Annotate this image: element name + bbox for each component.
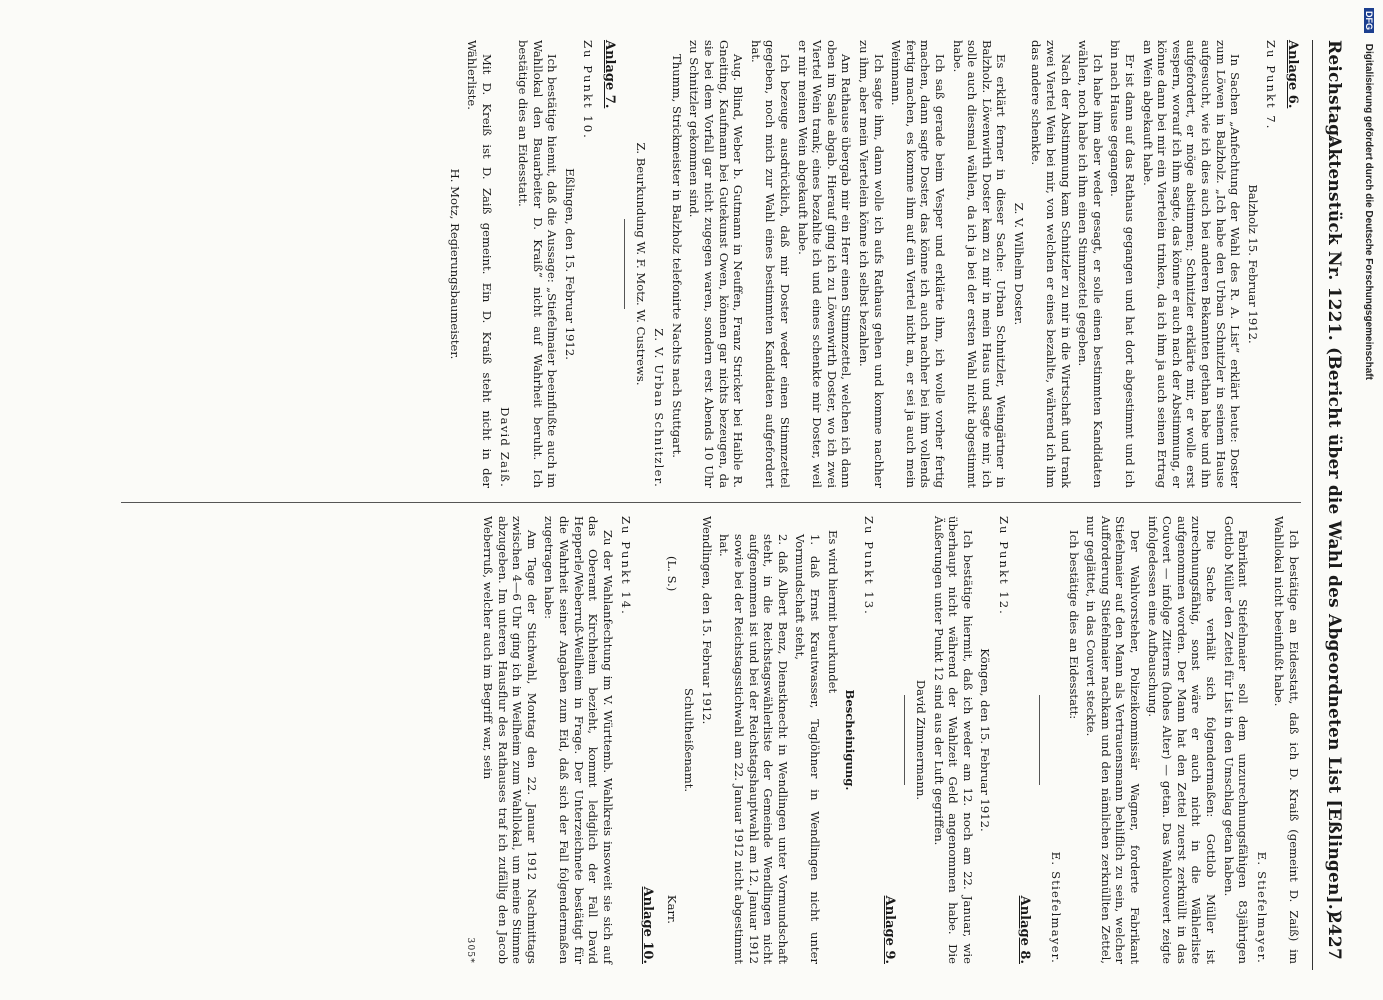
paragraph: Am Tage der Stichwahl, Montag den 22. Januar 1912 Nachmittags zwischen 4—6 Uhr ging ich in Weilheim zum Wahllokal, um meine Stimme abzugeben. Im unteren Hausflur des Rathauses traf ich zufällig den Jacob Weberruß, welcher auch im Begriff war, sein — [481, 516, 539, 964]
paragraph: Thumm, Strickmeister in Balzholz telefonirte Nachts nach Stuttgart. — [669, 54, 684, 458]
rotated-page-content — [85, 40, 1345, 970]
digitization-credit — [1352, 8, 1378, 993]
separator — [624, 219, 625, 309]
signature: Karr. — [664, 894, 679, 924]
signature-mark: 305* — [465, 937, 476, 964]
paragraph: Es wird hiermit beurkundet — [825, 530, 840, 694]
header-rule — [1312, 40, 1313, 970]
punkt-10: Zu Punkt 10. — [581, 40, 596, 140]
paragraph: Ich bezeuge ausdrücklich, daß mir Doster weder einen Stimmzettel gegeben, noch mich zur Wahl eines bestimmten Kandidaten aufgefordert hat. — [748, 40, 792, 488]
right-column — [459, 516, 1301, 964]
place-date: Eßlingen, den 15. Februar 1912. — [562, 168, 577, 360]
anlage-6-heading: Anlage 6. — [1285, 40, 1300, 109]
list-item: 1. daß Ernst Krautwasser, Taglöhner in Wendlingen nicht unter Vormundschaft steht, — [793, 534, 822, 964]
anlage-10-heading: Anlage 10. — [640, 886, 656, 964]
signature: E. Stiefelmayer. — [1049, 851, 1064, 964]
paragraph: Er ist dann auf das Rathaus gegangen und hat dort abgestimmt und ich bin nach Hause gegangen. — [1108, 40, 1138, 488]
paragraph: Zu der Wahlanfechtung im V. Württemb. Wahlkreis insoweit sie sich auf das Oberamt Kirchheim bezieht, kommt lediglich der Fall David Hepperle/Weberruß-Weilheim in Frage. Der Unterzeichnete bestätigt für die Wahrheit seiner Angaben zum Eid, daß sich der Fall folgendermaßen zugetragen habe: — [542, 516, 615, 964]
page-header — [1311, 40, 1345, 970]
header-title: Aktenstück Nr. 1221. (Bericht über die Wahl des Abgeordneten List [Eßlingen].) — [1324, 135, 1344, 919]
dfg-logo: DFG — [1364, 8, 1374, 33]
credit-text: Digitalisierung gefördert durch die Deutsche Forschungsgemeinschaft — [1363, 43, 1374, 380]
paragraph: Fabrikant Stiefelmaier soll dem unzurechnungsfähigen 83jährigen Gottlob Müller den Zettel für List in den Umschlag getan haben. — [1221, 516, 1251, 964]
signature: Z. V. Urban Schnitzler. — [652, 328, 667, 488]
column-divider — [121, 502, 1301, 503]
separator — [904, 695, 905, 785]
paragraph: Mit D. Kreiß ist D. Zaiß gemeint. Ein D. Kraiß steht nicht in der Wählerliste. — [465, 40, 494, 488]
signature: Z. Beurkundung W. F. Motz. W. Custrews. — [633, 142, 648, 386]
place-date: Balzholz 15. Februar 1912. — [1245, 184, 1260, 344]
paragraph: Ich bestätige hiermit, daß ich weder am 12. noch am 22. Januar, wie überhaupt nicht während der Wahlzeit Geld angenommen habe. Die Äußerungen unter Punkt 12 sind aus der Luft gegriffen. — [931, 516, 975, 964]
signature: Z. V. Wilhelm Doster. — [1011, 202, 1026, 326]
paragraph: Es erklärt ferner in dieser Sache: Urban Schnitzler, Weingärtner in Balzholz. Löwenwirth Doster kam zu mir in mein Haus und sagte mir, ich solle auch diesmal wählen, da ich ja bei der ersten Wahl nicht abgestimmt habe. — [950, 40, 1009, 488]
paragraph: Nach der Abstimmung kam Schnitzler zu mir in die Wirtschaft und trank zwei Viertel Wein bei mir, von welchen er eines bezahlte, während ich ihm das andere schenkte. — [1029, 40, 1073, 488]
paragraph: Aug. Blind, Weber b. Gutmann in Neuffen, Franz Stricker bei Haible R. Gneiting, Kaufmann bei Gutekunst Owen, können gar nichts bezeugen, da sie bei dem Vorfall gar nicht zugegen waren, sondern erst Abends 10 Uhr zu Schnitzler gekommen sind. — [687, 40, 746, 488]
numbered-list — [717, 516, 822, 964]
header-left: Reichstag. — [1324, 40, 1344, 143]
office: Schultheißenamt. — [682, 687, 697, 793]
paragraph: Ich sagte ihm, dann wolle ich aufs Rathaus gehen und komme nachher zu ihm, aber mein Viertelein könne ich selbst bezahlen. — [856, 40, 886, 488]
signature: H. Motz, Regierungsbaumeister. — [447, 168, 462, 360]
separator — [1040, 695, 1041, 785]
punkt-7: Zu Punkt 7. — [1264, 40, 1279, 131]
paragraph: Ich bestätige an Eidesstatt, daß ich D. Kraiß (gemeint D. Zaiß) im Wahllokal nicht beeinflußt habe. — [1272, 516, 1301, 964]
paragraph: Die Sache verhält sich folgendermaßen: Gottlob Müller ist zurechnungsfähig, sonst wäre er auch nicht in die Wählerliste aufgenommen worden. Der Mann hat den Zettel zuerst zerknüllt in das Couvert — infolge Zitterns (hohes Alter) — getan. Das Wahlcouvert zeigte infolgedessen eine Aufbauschung. — [1145, 516, 1219, 964]
seal-mark: (L. S.) — [664, 556, 679, 592]
place-date: Köngen, den 15. Februar 1912. — [978, 648, 993, 832]
anlage-7-heading: Anlage 7. — [602, 40, 618, 109]
paragraph: Ich saß gerade beim Vesper und erklärte ihm, ich wolle vorher fertig machen, dann sagte Doster, das könne ich auch nachher bei ihm vollends fertig machen, es komme ihm auf ein Viertel nicht an, er sei ja auch mein Weinmann. — [889, 40, 947, 488]
paragraph: Am Rathause übergab mir ein Herr einen Stimmzettel, welchen ich dann oben im Saale abgab. Hierauf ging ich zu Löwenwirth Doster, wo ich zwei Viertel Wein trank; eines bezahlte ich und eines schenkte mir Doster, weil er mir meinen Wein abgekauft habe. — [795, 40, 854, 488]
signature: David Zimmermann. — [913, 679, 928, 801]
punkt-13: Zu Punkt 13. — [861, 516, 876, 616]
signature: E. Stiefelmayer. — [1254, 851, 1269, 964]
left-column — [444, 40, 1301, 488]
paragraph: Ich bestätige hiemit, daß die Aussage: „Stiefelmaier beeinflußte auch im Wahllokal den Bauarbeiter D. Kraiß“ nicht auf Wahrheit beruht. Ich bestätige dies an Eidesstatt. — [516, 40, 560, 488]
punkt-12: Zu Punkt 12. — [996, 516, 1011, 616]
place-date: Wendlingen, den 15. Februar 1912. — [699, 516, 714, 725]
list-item: 2. daß Albert Benz, Dienstknecht in Wendlingen unter Vormundschaft steht, in die Reichstagswählerliste der Gemeinde Wendlingen nicht aufgenommen ist und bei der Reichstagshauptwahl am 12. Januar 1912 sowie bei der Reichstagsstichwahl am 22. Januar 1912 nicht abgestimmt hat. — [717, 534, 790, 964]
signature: David Zaiß. — [498, 407, 513, 488]
paragraph: Ich bestätige dies an Eidesstatt: — [1066, 530, 1081, 720]
paragraph: In Sachen „Anfechtung der Wahl des R. A. List“ erklärt heute: Doster zum Löwen in Balzholz. „Ich habe den Urban Schnitzler in seinem Hause aufgesucht, wie ich dies auch bei anderen Bekannten gethan habe und ihn aufgefordert, er möge abstimmen; Schnitzler erklärte mir, er wolle erst vespern, worauf ich ihm sagte, das könne er auch nach der Abstimmung, er könne dann bei mir ein Viertelein trinken, da ich ihm ja auch seinen Ertrag an Wein abgekauft habe. — [1140, 40, 1243, 488]
seal-and-signature — [664, 516, 679, 964]
page-number: 2427 — [1324, 911, 1344, 960]
punkt-14: Zu Punkt 14. — [619, 516, 634, 616]
paragraph: Der Wahlvorsteher, Polizeikommissär Wagner, forderte Fabrikant Stiefelmaier auf den Mann als Vertrauensmann behilflich zu sein, welcher Aufforderung Stiefelmaier nachkam und den nämlichen zerknüllten Zettel, nur geglättet, in das Couvert steckte. — [1084, 516, 1143, 964]
document-title: Bescheinigung. — [843, 689, 858, 791]
anlage-8-heading: Anlage 8. — [1017, 895, 1033, 964]
paragraph: Ich habe ihm aber weder gesagt, er solle einen bestimmten Kandidaten wählen, noch habe ich ihm einen Stimmzettel gegeben. — [1076, 40, 1105, 488]
anlage-9-heading: Anlage 9. — [882, 895, 898, 964]
